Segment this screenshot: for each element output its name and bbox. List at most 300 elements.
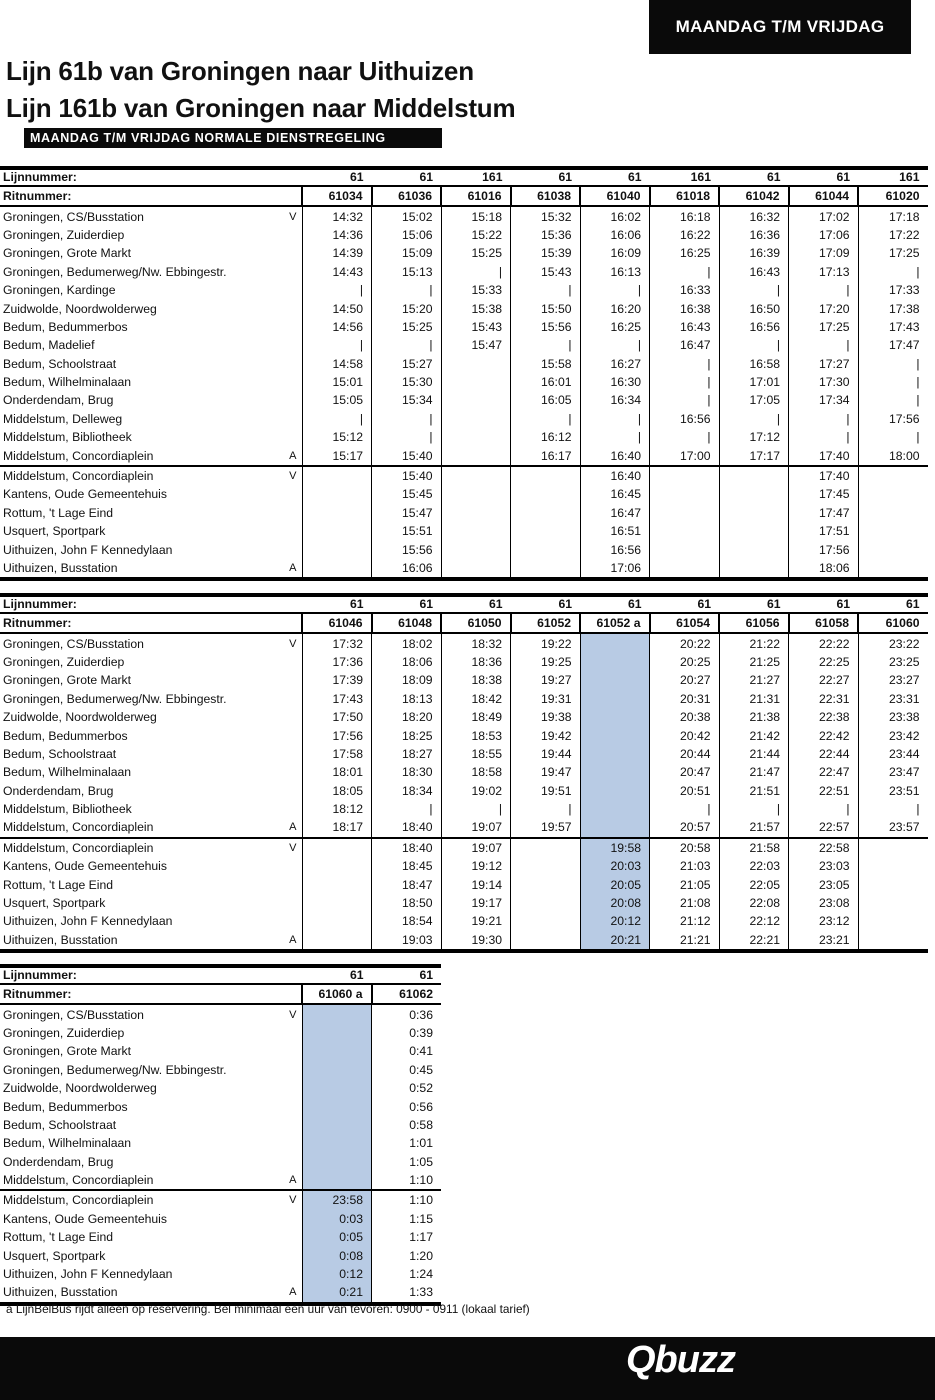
departure-time: 19:25 <box>511 653 581 671</box>
stop-name: Middelstum, Concordiaplein <box>3 820 154 835</box>
stop-row <box>0 1246 441 1264</box>
departure-time <box>302 912 372 930</box>
departure-time: | <box>858 391 928 409</box>
departure-time: 16:01 <box>511 373 581 391</box>
departure-time: 0:41 <box>372 1042 442 1060</box>
stop-name: Groningen, Kardinge <box>3 283 116 298</box>
stop-name: Rottum, 't Lage Eind <box>3 877 114 892</box>
departure-time <box>580 763 650 781</box>
stop-name: Uithuizen, Busstation <box>0 559 286 579</box>
stop-marker <box>286 745 302 763</box>
departure-time: 15:30 <box>372 373 442 391</box>
departure-time: 15:51 <box>372 522 442 540</box>
departure-time <box>858 838 928 857</box>
departure-time: 15:27 <box>372 355 442 373</box>
stop-marker <box>286 912 302 930</box>
departure-time: 18:27 <box>372 745 442 763</box>
departure-time: | <box>302 281 372 299</box>
stop-row <box>0 1210 441 1228</box>
stop-name: Groningen, CS/Busstation <box>3 636 144 651</box>
departure-time: | <box>650 428 720 446</box>
stop-name: Groningen, Zuiderdiep <box>3 654 125 669</box>
departure-time: 16:43 <box>719 263 789 281</box>
stop-marker <box>286 1042 302 1060</box>
stop-marker <box>286 894 302 912</box>
trip-number-cell: 61040 <box>580 186 650 206</box>
departure-time: 17:45 <box>789 485 859 503</box>
departure-time: | <box>372 281 442 299</box>
departure-time: 18:54 <box>372 912 442 930</box>
departure-time: 19:03 <box>372 931 442 951</box>
departure-time: 1:33 <box>372 1283 442 1303</box>
departure-time: 19:58 <box>580 838 650 857</box>
trip-number-cell: 61048 <box>372 613 442 633</box>
departure-time: 19:47 <box>511 763 581 781</box>
timetable <box>0 964 441 1306</box>
departure-time: 22:47 <box>789 763 859 781</box>
departure-time <box>511 522 581 540</box>
departure-time: 17:06 <box>580 559 650 579</box>
departure-time: 18:42 <box>441 690 511 708</box>
departure-time: 17:22 <box>858 226 928 244</box>
departure-time: 17:58 <box>302 745 372 763</box>
departure-time <box>441 428 511 446</box>
stop-row <box>0 1004 441 1023</box>
departure-time: 23:44 <box>858 745 928 763</box>
departure-time <box>650 485 720 503</box>
departure-time: 15:56 <box>511 318 581 336</box>
stop-marker <box>286 410 302 428</box>
stop-name: Middelstum, Bibliotheek <box>3 430 132 445</box>
departure-time: 17:20 <box>789 299 859 317</box>
departure-time <box>302 857 372 875</box>
departure-time: 21:08 <box>650 894 720 912</box>
departure-time: 17:56 <box>302 726 372 744</box>
departure-time: 17:00 <box>650 446 720 465</box>
stop-name: Uithuizen, Busstation <box>0 931 286 951</box>
line-number-cell: 61 <box>302 595 372 613</box>
stop-row <box>0 559 928 579</box>
departure-time: 16:40 <box>580 446 650 465</box>
departure-time: 16:05 <box>511 391 581 409</box>
departure-time: | <box>441 800 511 818</box>
stop-marker <box>286 1134 302 1152</box>
line-number-cell: 61 <box>580 595 650 613</box>
line-number-cell: 61 <box>372 966 442 984</box>
departure-time: | <box>789 281 859 299</box>
departure-time <box>441 559 511 579</box>
stop-name: Rottum, 't Lage Eind <box>3 505 114 520</box>
departure-time <box>441 373 511 391</box>
departure-time: 20:05 <box>580 875 650 893</box>
departure-time: 15:34 <box>372 391 442 409</box>
departure-time: 21:42 <box>719 726 789 744</box>
stop-row <box>0 931 928 951</box>
departure-time: 17:47 <box>858 336 928 354</box>
departure-time: 19:14 <box>441 875 511 893</box>
stop-name: Kantens, Oude Gemeentehuis <box>3 1211 167 1226</box>
trip-number-cell: 61044 <box>789 186 859 206</box>
departure-time: 17:56 <box>858 410 928 428</box>
departure-time <box>719 504 789 522</box>
departure-time <box>580 745 650 763</box>
stop-name: Middelstum, Concordiaplein <box>3 448 154 463</box>
departure-time: 16:45 <box>580 485 650 503</box>
stop-row <box>0 708 928 726</box>
stop-row <box>0 726 928 744</box>
departure-time: 20:03 <box>580 857 650 875</box>
departure-time: 17:01 <box>719 373 789 391</box>
departure-time: 17:12 <box>719 428 789 446</box>
stop-marker <box>286 281 302 299</box>
departure-time: | <box>719 281 789 299</box>
departure-time: 23:22 <box>858 633 928 652</box>
departure-time: 20:42 <box>650 726 720 744</box>
departure-time <box>858 466 928 485</box>
departure-time <box>302 894 372 912</box>
departure-time: 16:56 <box>719 318 789 336</box>
stop-marker <box>286 857 302 875</box>
departure-time: 18:12 <box>302 800 372 818</box>
departure-time: 15:05 <box>302 391 372 409</box>
stop-marker: V <box>289 1008 297 1021</box>
departure-time <box>302 485 372 503</box>
departure-time: 17:43 <box>858 318 928 336</box>
departure-time: 18:20 <box>372 708 442 726</box>
departure-time: 0:12 <box>302 1265 372 1283</box>
departure-time: 21:44 <box>719 745 789 763</box>
stop-marker <box>286 690 302 708</box>
line-number-cell: 61 <box>302 168 372 186</box>
departure-time: 17:47 <box>789 504 859 522</box>
departure-time: 20:57 <box>650 818 720 837</box>
departure-time: 19:22 <box>511 633 581 652</box>
departure-time: 15:13 <box>372 263 442 281</box>
stop-name: Usquert, Sportpark <box>3 524 106 539</box>
departure-time: | <box>580 336 650 354</box>
departure-time: 23:03 <box>789 857 859 875</box>
trip-number-cell: 61020 <box>858 186 928 206</box>
departure-time: 22:44 <box>789 745 859 763</box>
departure-time: 16:27 <box>580 355 650 373</box>
stop-name: Groningen, Bedumerweg/Nw. Ebbingestr. <box>3 691 227 706</box>
stop-marker <box>286 708 302 726</box>
departure-time <box>858 894 928 912</box>
departure-time: 17:05 <box>719 391 789 409</box>
departure-time: 15:50 <box>511 299 581 317</box>
trip-number-cell: 61050 <box>441 613 511 633</box>
departure-time <box>511 894 581 912</box>
trip-number-cell: 61054 <box>650 613 720 633</box>
line-number-cell: 61 <box>858 595 928 613</box>
stop-name: Bedum, Madelief <box>3 338 95 353</box>
departure-time: 1:05 <box>372 1153 442 1171</box>
trip-number-cell: 61018 <box>650 186 720 206</box>
line-number-cell: 161 <box>650 168 720 186</box>
stop-marker <box>286 504 302 522</box>
stop-marker: A <box>286 931 302 951</box>
departure-time: 22:05 <box>719 875 789 893</box>
departure-time: 15:40 <box>372 466 442 485</box>
stop-name: Usquert, Sportpark <box>3 1248 106 1263</box>
departure-time: 23:12 <box>789 912 859 930</box>
stop-marker <box>286 336 302 354</box>
line-number-cell: 61 <box>650 595 720 613</box>
departure-time: 16:25 <box>650 244 720 262</box>
departure-time: 0:36 <box>372 1004 442 1023</box>
departure-time: 16:17 <box>511 446 581 465</box>
stop-name: Bedum, Bedummerbos <box>3 1099 128 1114</box>
departure-time: 16:06 <box>580 226 650 244</box>
departure-time: 1:10 <box>372 1190 442 1209</box>
departure-time: 19:12 <box>441 857 511 875</box>
departure-time: | <box>858 800 928 818</box>
stop-row <box>0 244 928 262</box>
departure-time <box>441 540 511 558</box>
departure-time <box>511 838 581 857</box>
departure-time: 23:42 <box>858 726 928 744</box>
departure-time: 17:27 <box>789 355 859 373</box>
departure-time: 19:02 <box>441 782 511 800</box>
departure-time: 22:27 <box>789 671 859 689</box>
stop-row <box>0 690 928 708</box>
departure-time: 16:39 <box>719 244 789 262</box>
timetable <box>0 166 928 581</box>
stop-row <box>0 1134 441 1152</box>
stop-name: Groningen, Zuiderdiep <box>3 1025 125 1040</box>
stop-marker <box>286 653 302 671</box>
departure-time: 16:58 <box>719 355 789 373</box>
stop-row <box>0 373 928 391</box>
trip-number-cell: 61058 <box>789 613 859 633</box>
departure-time <box>511 466 581 485</box>
departure-time: 17:34 <box>789 391 859 409</box>
departure-time: 14:56 <box>302 318 372 336</box>
departure-time: 17:30 <box>789 373 859 391</box>
timetable-block-2 <box>0 593 928 953</box>
stop-row <box>0 857 928 875</box>
departure-time: 22:38 <box>789 708 859 726</box>
departure-time: 15:22 <box>441 226 511 244</box>
stop-marker: A <box>289 821 297 834</box>
departure-time: 18:49 <box>441 708 511 726</box>
stop-marker <box>286 1153 302 1171</box>
line-number-cell: 61 <box>372 168 442 186</box>
departure-time <box>302 875 372 893</box>
departure-time: 18:34 <box>372 782 442 800</box>
departure-time: 15:06 <box>372 226 442 244</box>
line-number-cell: 61 <box>719 595 789 613</box>
departure-time: 18:09 <box>372 671 442 689</box>
departure-time: 14:50 <box>302 299 372 317</box>
departure-time: 18:36 <box>441 653 511 671</box>
marker-cell <box>286 186 302 206</box>
stop-name: Uithuizen, John F Kennedylaan <box>3 914 173 929</box>
trip-number-label: Ritnummer: <box>0 984 286 1004</box>
departure-time: 15:47 <box>372 504 442 522</box>
stop-name: Kantens, Oude Gemeentehuis <box>3 859 167 874</box>
departure-time: 16:06 <box>372 559 442 579</box>
departure-time <box>441 466 511 485</box>
departure-time <box>580 708 650 726</box>
schedule-subtitle: MAANDAG T/M VRIJDAG NORMALE DIENSTREGELING <box>24 128 442 148</box>
timetable-block-1 <box>0 166 928 581</box>
departure-time: 18:32 <box>441 633 511 652</box>
departure-time: | <box>372 800 442 818</box>
stop-row <box>0 485 928 503</box>
stop-marker <box>286 391 302 409</box>
departure-time <box>302 1004 372 1023</box>
stop-name: Groningen, Grote Markt <box>3 1044 132 1059</box>
departure-time <box>650 522 720 540</box>
departure-time: 23:47 <box>858 763 928 781</box>
departure-time: 19:31 <box>511 690 581 708</box>
stop-row <box>0 226 928 244</box>
stop-marker <box>286 226 302 244</box>
departure-time: 20:12 <box>580 912 650 930</box>
departure-time: 15:02 <box>372 206 442 225</box>
departure-time: 15:12 <box>302 428 372 446</box>
departure-time <box>302 1079 372 1097</box>
departure-time: 20:38 <box>650 708 720 726</box>
departure-time: 21:38 <box>719 708 789 726</box>
departure-time <box>302 1061 372 1079</box>
departure-time <box>511 875 581 893</box>
stop-name: Groningen, CS/Busstation <box>3 1007 144 1022</box>
departure-time: 23:51 <box>858 782 928 800</box>
departure-time: | <box>650 263 720 281</box>
departure-time <box>719 522 789 540</box>
departure-time: 22:51 <box>789 782 859 800</box>
stop-name: Uithuizen, John F Kennedylaan <box>3 1267 173 1282</box>
departure-time: 22:12 <box>719 912 789 930</box>
departure-time: 18:13 <box>372 690 442 708</box>
departure-time: 19:27 <box>511 671 581 689</box>
departure-time: | <box>858 428 928 446</box>
departure-time: 17:17 <box>719 446 789 465</box>
stop-name: Bedum, Schoolstraat <box>3 356 117 371</box>
stop-name: Middelstum, Concordiaplein <box>0 838 286 857</box>
departure-time: 15:43 <box>511 263 581 281</box>
stop-name: Groningen, Grote Markt <box>3 246 132 261</box>
trip-number-row <box>0 186 928 206</box>
departure-time: | <box>789 428 859 446</box>
departure-time <box>858 875 928 893</box>
departure-time: 15:39 <box>511 244 581 262</box>
stop-marker: V <box>289 210 297 223</box>
departure-time <box>511 485 581 503</box>
departure-time: 16:02 <box>580 206 650 225</box>
trip-number-cell: 61062 <box>372 984 442 1004</box>
departure-time: 17:38 <box>858 299 928 317</box>
departure-time: | <box>511 336 581 354</box>
departure-time <box>302 522 372 540</box>
departure-time <box>302 1024 372 1042</box>
stop-row <box>0 1283 441 1303</box>
trip-number-cell: 61052 a <box>580 613 650 633</box>
stop-row <box>0 263 928 281</box>
departure-time: 0:05 <box>302 1228 372 1246</box>
stop-row <box>0 391 928 409</box>
departure-time: 17:06 <box>789 226 859 244</box>
line-number-label: Lijnnummer: <box>0 595 286 613</box>
departure-time: 16:33 <box>650 281 720 299</box>
departure-time: 21:25 <box>719 653 789 671</box>
stop-row <box>0 1228 441 1246</box>
departure-time: 18:45 <box>372 857 442 875</box>
departure-time: | <box>789 336 859 354</box>
departure-time: 22:57 <box>789 818 859 837</box>
stop-marker <box>286 800 302 818</box>
departure-time: 14:58 <box>302 355 372 373</box>
departure-time: 18:38 <box>441 671 511 689</box>
stop-row <box>0 336 928 354</box>
departure-time: 20:44 <box>650 745 720 763</box>
departure-time: 0:21 <box>302 1283 372 1303</box>
trip-number-label: Ritnummer: <box>0 613 286 633</box>
departure-time: 20:31 <box>650 690 720 708</box>
departure-time: | <box>511 281 581 299</box>
stop-name: Onderdendam, Brug <box>3 393 114 408</box>
departure-time <box>511 504 581 522</box>
departure-time: 22:31 <box>789 690 859 708</box>
departure-time: 16:12 <box>511 428 581 446</box>
departure-time <box>650 466 720 485</box>
stop-marker <box>286 1061 302 1079</box>
stop-name: Onderdendam, Brug <box>3 1154 114 1169</box>
stop-marker: A <box>286 559 302 579</box>
stop-marker <box>286 428 302 446</box>
stop-row <box>0 1042 441 1060</box>
departure-time: 23:25 <box>858 653 928 671</box>
qbuzz-logo: Qbuzz <box>626 1339 735 1381</box>
stop-row <box>0 1024 441 1042</box>
departure-time: 19:38 <box>511 708 581 726</box>
stop-row <box>0 653 928 671</box>
departure-time: 17:39 <box>302 671 372 689</box>
stop-row <box>0 782 928 800</box>
stop-row <box>0 540 928 558</box>
trip-number-cell: 61060 a <box>302 984 372 1004</box>
departure-time <box>302 466 372 485</box>
departure-time: 23:31 <box>858 690 928 708</box>
departure-time <box>441 504 511 522</box>
stop-marker <box>286 1228 302 1246</box>
departure-time: 15:58 <box>511 355 581 373</box>
departure-time <box>858 857 928 875</box>
departure-time: 17:25 <box>789 318 859 336</box>
stop-marker: A <box>286 1283 302 1303</box>
line-number-cell: 161 <box>441 168 511 186</box>
departure-time <box>302 1171 372 1190</box>
departure-time: 22:58 <box>789 838 859 857</box>
departure-time: 19:21 <box>441 912 511 930</box>
line-number-cell: 61 <box>302 966 372 984</box>
departure-time: 16:50 <box>719 299 789 317</box>
stop-name: Zuidwolde, Noordwolderweg <box>3 1081 157 1096</box>
departure-time: 20:27 <box>650 671 720 689</box>
departure-time <box>580 800 650 818</box>
departure-time <box>441 522 511 540</box>
departure-time: 14:39 <box>302 244 372 262</box>
departure-time: 22:22 <box>789 633 859 652</box>
trip-number-cell: 61056 <box>719 613 789 633</box>
departure-time: 17:51 <box>789 522 859 540</box>
stop-marker <box>286 485 302 503</box>
stop-row <box>0 838 928 857</box>
departure-time <box>441 355 511 373</box>
departure-time: 15:32 <box>511 206 581 225</box>
